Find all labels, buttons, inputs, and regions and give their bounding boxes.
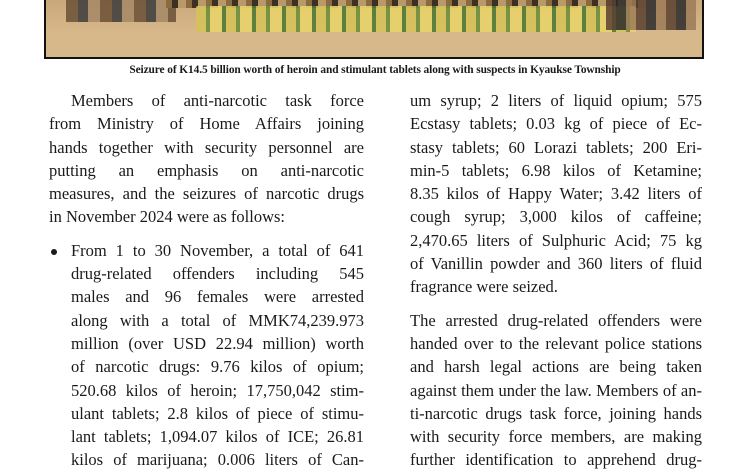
photo-caption: Seizure of K14.5 billion worth of heroin and stimulant tablets along with suspects in Kyaukse Township	[129, 64, 621, 76]
photo-people-left	[66, 0, 176, 22]
text-line: um syrup; 2 liters of liquid opium; 575	[410, 91, 702, 110]
text-line: in November 2024 were as follows:	[49, 207, 285, 227]
photo-ground	[46, 36, 702, 59]
right-column	[410, 89, 702, 472]
text-line: Ecstasy tablets; 0.03 kg of piece of Ec-	[410, 114, 702, 134]
text-line: ti-narcotic drugs task force, joining hands	[410, 403, 702, 423]
text-line: handed over to the relevant police stations	[410, 333, 702, 353]
text-line: against them under the law. Members of an-	[410, 380, 702, 400]
text-line: and harsh legal actions are being taken	[410, 357, 702, 377]
photo-people-right	[606, 0, 696, 30]
text-line: with security force members, are making	[410, 427, 702, 447]
text-line: 8.35 kilos of Happy Water; 3.42 liters of	[410, 184, 702, 204]
bullet-icon	[51, 249, 57, 255]
news-photo	[44, 0, 704, 59]
text-line: stasy tablets; 60 Lorazi tablets; 200 Eri-	[410, 137, 702, 157]
continuation-paragraph	[410, 89, 702, 299]
text-line: of Vanillin powder and 360 liters of fluid	[410, 254, 702, 274]
text-line: min-5 tablets; 6.98 kilos of Ketamine;	[410, 160, 702, 180]
text-line: of narcotic drugs: 9.76 kilos of opium;	[71, 357, 364, 377]
intro-paragraph	[49, 89, 364, 229]
text-line: hands together with security personnel are	[49, 137, 364, 157]
text-line: Members of anti-narcotic task force	[71, 91, 364, 110]
text-line: 520.68 kilos of heroin; 17,750,042 stim-	[71, 380, 364, 400]
left-column	[49, 89, 364, 472]
text-line: along with a total of MMK74,239.973	[71, 310, 364, 330]
text-line: from Ministry of Home Affairs joining	[49, 114, 364, 134]
text-line: The arrested drug-related offenders were	[410, 310, 702, 330]
text-line: ulant tablets; 2.8 kilos of piece of stimu-	[71, 403, 364, 423]
photo-drug-stack	[196, 6, 636, 32]
bullet-item	[49, 239, 364, 472]
text-line: fragrance were seized.	[410, 277, 558, 297]
text-line: 2,470.65 liters of Sulphuric Acid; 75 kg	[410, 230, 702, 250]
text-line: putting an emphasis on anti-narcotic	[49, 160, 364, 180]
text-line: cough syrup; 3,000 kilos of caffeine;	[410, 207, 702, 227]
text-line: males and 96 females were arrested	[71, 287, 364, 307]
text-line: lant tablets; 1,094.07 kilos of ICE; 26.81	[71, 427, 364, 447]
text-line: kilos of marijuana; 0.006 liters of Can-	[71, 450, 364, 470]
text-line: drug-related offenders including 545	[71, 264, 364, 284]
text-line: further identification to apprehend drug-	[410, 450, 702, 470]
text-line: From 1 to 30 November, a total of 641	[71, 240, 364, 260]
text-line: measures, and the seizures of narcotic drugs	[49, 184, 364, 204]
arrest-paragraph	[410, 309, 702, 472]
text-line: million (over USD 22.94 million) worth	[71, 333, 364, 353]
